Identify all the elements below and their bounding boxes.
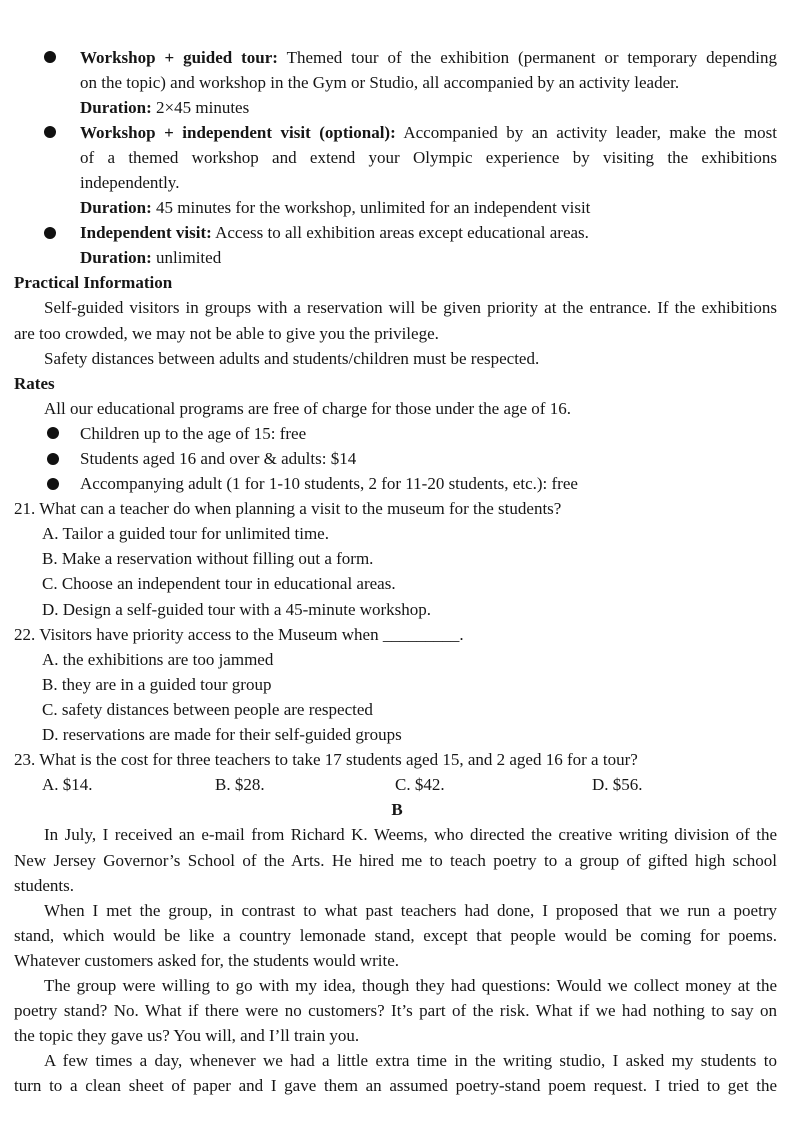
option-d: D. $56. bbox=[592, 775, 643, 795]
option-c: C. Choose an independent tour in educational areas. bbox=[42, 574, 396, 594]
passage-line: Whatever customers asked for, the students would write. bbox=[14, 950, 400, 970]
rate-item bbox=[0, 446, 800, 471]
question-stem: Visitors have priority access to the Museum when bbox=[39, 624, 379, 644]
passage-line: poetry stand? No. What if there were no customers? It’s part of the risk. What if we had nothing to say on bbox=[14, 1001, 777, 1021]
page-content bbox=[0, 45, 800, 1099]
bullet-icon bbox=[44, 227, 56, 239]
passage-line: the topic they gave us? You will, and I’ll train you. bbox=[14, 1026, 360, 1046]
program-line bbox=[0, 45, 800, 70]
duration-value: 45 minutes for the workshop, unlimited for an independent visit bbox=[156, 198, 591, 218]
question-stem: What can a teacher do when planning a visit to the museum for the students? bbox=[39, 499, 562, 519]
rate-item-text: Students aged 16 and over & adults: $14 bbox=[80, 449, 357, 468]
question-number: 22. bbox=[14, 624, 36, 644]
question-21 bbox=[0, 496, 800, 521]
question-stem-end: . bbox=[459, 624, 464, 644]
rate-item-text: Children up to the age of 15: free bbox=[80, 423, 307, 443]
duration-line bbox=[0, 195, 800, 220]
option-b: B. Make a reservation without filling out a form. bbox=[42, 549, 374, 569]
question-stem: What is the cost for three teachers to take 17 students aged 15, and 2 aged 16 for a tour? bbox=[39, 750, 638, 770]
option-d: D. reservations are made for their self-guided groups bbox=[42, 725, 402, 745]
bullet-icon bbox=[47, 478, 59, 490]
program-description: Accompanied by an activity leader, make the most bbox=[403, 122, 778, 142]
section-heading-rates: Rates bbox=[14, 373, 55, 393]
passage-line: New Jersey Governor’s School of the Arts. He hired me to teach poetry to a group of gifted high school bbox=[14, 850, 777, 870]
duration-value: 2×45 minutes bbox=[156, 97, 250, 117]
option-a: A. $14. bbox=[42, 775, 93, 795]
program-line bbox=[0, 145, 800, 170]
option-a: A. the exhibitions are too jammed bbox=[42, 649, 274, 669]
duration-label: Duration: bbox=[80, 97, 152, 117]
rate-item bbox=[0, 471, 800, 496]
bullet-icon bbox=[47, 453, 59, 465]
program-description: independently. bbox=[80, 172, 180, 192]
duration-line bbox=[0, 245, 800, 270]
passage-line: The group were willing to go with my idea, though they had questions: Would we collect money at the bbox=[44, 975, 777, 995]
section-heading-practical: Practical Information bbox=[14, 273, 173, 293]
practical-text-line: are too crowded, we may not be able to give you the privilege. bbox=[14, 323, 439, 343]
rate-item bbox=[0, 421, 800, 446]
passage-line: stand, which would be like a country lemonade stand, except that people would be coming for poems. bbox=[14, 925, 777, 945]
program-description: Themed tour of the exhibition (permanent or temporary depending bbox=[286, 47, 777, 67]
program-line bbox=[0, 170, 800, 195]
bullet-icon bbox=[47, 427, 59, 439]
program-description: on the topic) and workshop in the Gym or Studio, all accompanied by an activity leader. bbox=[80, 72, 680, 92]
question-number: 23. bbox=[14, 750, 36, 770]
question-22 bbox=[0, 622, 800, 647]
option-b: B. $28. bbox=[215, 775, 265, 795]
passage-line: students. bbox=[14, 875, 74, 895]
duration-value: unlimited bbox=[156, 248, 222, 268]
option-d: D. Design a self-guided tour with a 45-minute workshop. bbox=[42, 599, 432, 619]
question-23 bbox=[0, 747, 800, 772]
duration-line bbox=[0, 95, 800, 120]
passage-line: turn to a clean sheet of paper and I gave them an assumed poetry-stand poem request. I tried to get the bbox=[14, 1076, 777, 1096]
passage-line: In July, I received an e-mail from Richard K. Weems, who directed the creative writing division of the bbox=[44, 825, 777, 845]
duration-label: Duration: bbox=[80, 248, 152, 268]
program-title: Workshop + independent visit (optional): bbox=[80, 122, 396, 142]
bullet-icon bbox=[44, 51, 56, 63]
program-line bbox=[0, 120, 800, 145]
option-b: B. they are in a guided tour group bbox=[42, 674, 272, 694]
answer-blank: _________ bbox=[382, 624, 460, 644]
practical-text-line: Self-guided visitors in groups with a reservation will be given priority at the entrance. If the exhibitions bbox=[44, 298, 777, 318]
practical-text-line: Safety distances between adults and students/children must be respected. bbox=[44, 348, 540, 368]
program-line bbox=[0, 220, 800, 245]
program-description: of a themed workshop and extend your Olympic experience by visiting the exhibitions bbox=[80, 147, 777, 167]
passage-line: When I met the group, in contrast to what past teachers had done, I proposed that we run a poetry bbox=[44, 900, 777, 920]
program-title: Workshop + guided tour: bbox=[80, 47, 278, 67]
options-row bbox=[0, 772, 800, 797]
program-line bbox=[0, 70, 800, 95]
rate-item-text: Accompanying adult (1 for 1-10 students, 2 for 11-20 students, etc.): free bbox=[80, 474, 578, 494]
bullet-icon bbox=[44, 126, 56, 138]
option-c: C. $42. bbox=[395, 775, 445, 795]
rates-intro: All our educational programs are free of charge for those under the age of 16. bbox=[44, 398, 571, 418]
program-description: Access to all exhibition areas except educational areas. bbox=[215, 223, 589, 243]
duration-label: Duration: bbox=[80, 198, 152, 218]
program-title: Independent visit: bbox=[80, 223, 212, 243]
option-c: C. safety distances between people are respected bbox=[42, 699, 373, 719]
passage-line: A few times a day, whenever we had a little extra time in the writing studio, I asked my students to bbox=[44, 1051, 777, 1071]
question-number: 21. bbox=[14, 499, 36, 519]
passage-heading: B bbox=[391, 800, 403, 820]
option-a: A. Tailor a guided tour for unlimited time. bbox=[42, 524, 329, 544]
